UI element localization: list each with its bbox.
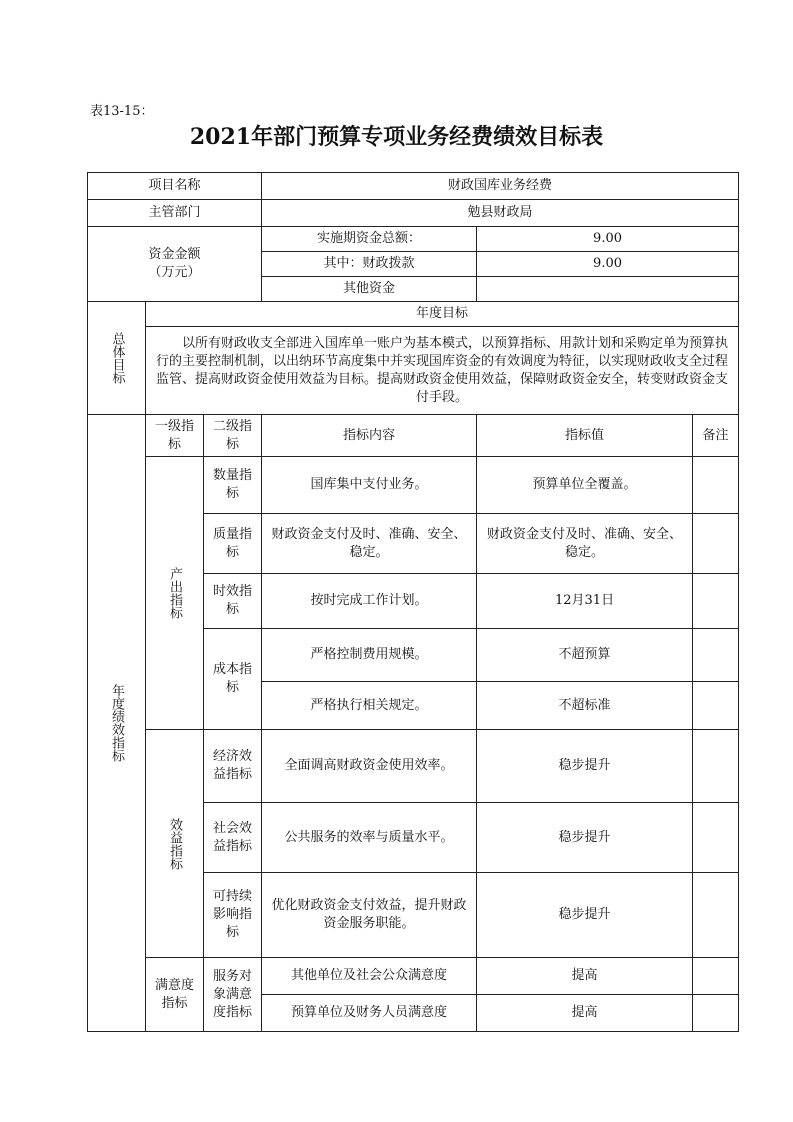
overall-text: 以所有财政收支全部进入国库单一账户为基本模式，以预算指标、用款计划和采购定单为预算执行的主要控制机制，以出纳环节高度集中并实现国库资金的有效调度为特征，以实现财政收支全过程监管、提高财政资金使用效益为目标。提高财政资金使用效益，保障财政资金安全，转变财政资金支付手段。 [146, 327, 739, 415]
row-value: 提高 [477, 958, 693, 995]
header-level1: 一级指标 [146, 415, 204, 457]
table-number: 表13-15： [90, 104, 154, 119]
table-row [88, 730, 739, 803]
page-title: 2021年部门预算专项业务经费绩效目标表 [189, 124, 604, 150]
row-note [693, 629, 739, 682]
row-note [693, 682, 739, 730]
output-label: 产出指标 [146, 457, 204, 730]
row-content: 财政资金支付及时、准确、安全、稳定。 [262, 514, 477, 574]
dept-row [88, 200, 739, 227]
funds-total-value: 9.00 [477, 227, 739, 252]
row-l2: 时效指标 [204, 574, 262, 629]
table-row [88, 457, 739, 514]
row-l2: 质量指标 [204, 514, 262, 574]
row-l2: 服务对象满意度指标 [204, 958, 262, 1032]
performance-table [87, 172, 739, 1032]
row-note [693, 730, 739, 803]
row-note [693, 995, 739, 1032]
row-content: 国库集中支付业务。 [262, 457, 477, 514]
funds-label: 资金金额 [148, 247, 201, 262]
row-content: 公共服务的效率与质量水平。 [262, 803, 477, 873]
project-value: 财政国库业务经费 [262, 173, 739, 200]
row-content: 按时完成工作计划。 [262, 574, 477, 629]
project-label: 项目名称 [88, 173, 262, 200]
dept-value: 勉县财政局 [262, 200, 739, 227]
funds-fiscal-label: 其中：财政拨款 [262, 252, 477, 277]
row-value: 稳步提升 [477, 873, 693, 958]
row-note [693, 574, 739, 629]
header-content: 指标内容 [262, 415, 477, 457]
indicator-header-row [88, 415, 739, 457]
row-note [693, 514, 739, 574]
funds-total-label: 实施期资金总额： [262, 227, 477, 252]
row-l2: 经济效益指标 [204, 730, 262, 803]
row-content: 优化财政资金支付效益，提升财政资金服务职能。 [262, 873, 477, 958]
header-level2: 二级指标 [204, 415, 262, 457]
row-value: 不超预算 [477, 629, 693, 682]
dept-label: 主管部门 [88, 200, 262, 227]
row-content: 严格控制费用规模。 [262, 629, 477, 682]
row-value: 提高 [477, 995, 693, 1032]
row-note [693, 803, 739, 873]
overall-header: 年度目标 [146, 302, 739, 327]
header-value: 指标值 [477, 415, 693, 457]
row-value: 12月31日 [477, 574, 693, 629]
row-content: 预算单位及财务人员满意度 [262, 995, 477, 1032]
table-row [88, 958, 739, 995]
row-l2: 可持续影响指标 [204, 873, 262, 958]
overall-label: 总体目标 [88, 302, 146, 415]
row-note [693, 873, 739, 958]
overall-header-row [88, 302, 739, 327]
row-content: 其他单位及社会公众满意度 [262, 958, 477, 995]
row-content: 全面调高财政资金使用效率。 [262, 730, 477, 803]
project-row [88, 173, 739, 200]
funds-label-cell [88, 227, 262, 302]
row-value: 预算单位全覆盖。 [477, 457, 693, 514]
funds-other-value [477, 277, 739, 302]
row-content: 严格执行相关规定。 [262, 682, 477, 730]
funds-other-label: 其他资金 [262, 277, 477, 302]
row-value: 财政资金支付及时、准确、安全、稳定。 [477, 514, 693, 574]
row-l2: 数量指标 [204, 457, 262, 514]
indicators-label: 年度绩效指标 [88, 415, 146, 1032]
satisfaction-label: 满意度指标 [146, 958, 204, 1032]
row-l2: 社会效益指标 [204, 803, 262, 873]
benefit-label: 效益指标 [146, 730, 204, 958]
row-note [693, 958, 739, 995]
row-value: 稳步提升 [477, 730, 693, 803]
overall-text-row [88, 327, 739, 415]
row-value: 不超标准 [477, 682, 693, 730]
funds-unit: （万元） [148, 265, 201, 280]
row-value: 稳步提升 [477, 803, 693, 873]
funds-fiscal-value: 9.00 [477, 252, 739, 277]
row-l2: 成本指标 [204, 629, 262, 730]
row-note [693, 457, 739, 514]
header-note: 备注 [693, 415, 739, 457]
funds-total-row [88, 227, 739, 252]
